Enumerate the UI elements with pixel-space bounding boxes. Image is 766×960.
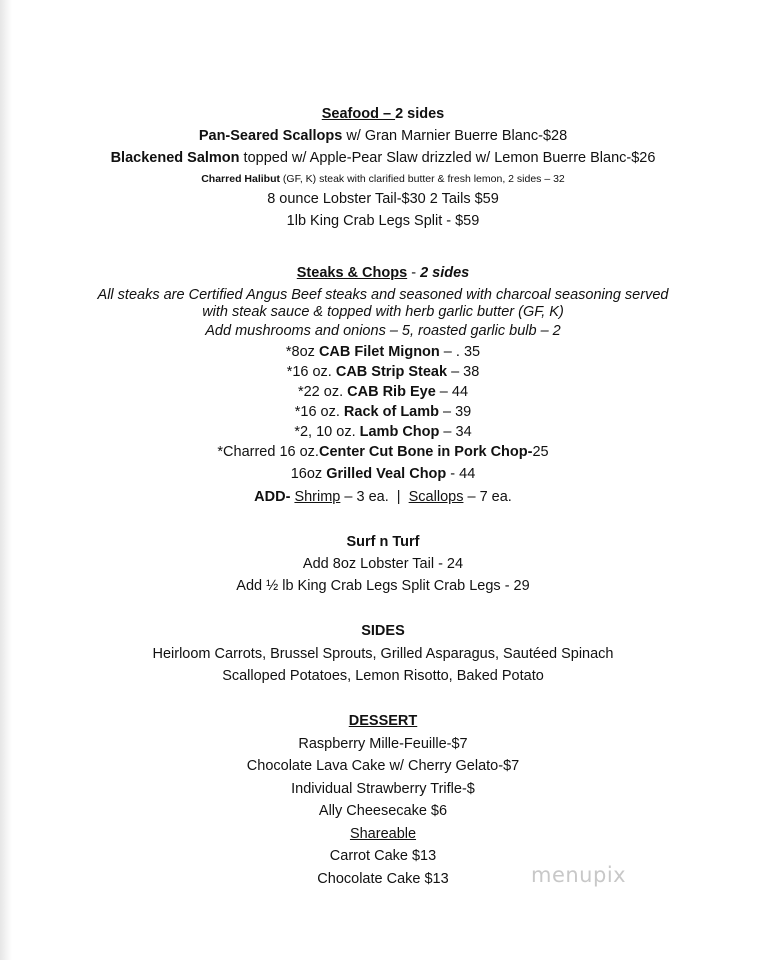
menu-item-filet bbox=[0, 343, 766, 361]
menu-item-salmon bbox=[0, 149, 766, 167]
steaks-add-ons bbox=[0, 488, 766, 506]
item-name: CAB Strip Steak bbox=[335, 364, 448, 380]
seafood-heading bbox=[0, 105, 766, 123]
item-name: Center Cut Bone in Pork Chop- bbox=[318, 444, 533, 460]
surf-turf-item-lobster: Add 8oz Lobster Tail - 24 bbox=[302, 556, 464, 572]
shareable-heading: Shareable bbox=[349, 826, 417, 842]
menupix-watermark: menupix bbox=[531, 863, 627, 887]
item-name: Pan-Seared Scallops bbox=[198, 128, 343, 144]
item-size: *8oz bbox=[285, 344, 319, 360]
add-scallops-price: – 7 ea. bbox=[463, 489, 512, 505]
item-size: *Charred 16 oz. bbox=[217, 444, 319, 460]
item-name: Lamb Chop bbox=[359, 424, 440, 440]
add-label: ADD- bbox=[254, 489, 295, 505]
menu-item-pork-chop bbox=[0, 443, 766, 461]
steaks-title-sides: 2 sides bbox=[420, 265, 470, 281]
menu-item-rack-of-lamb bbox=[0, 403, 766, 421]
item-name: Rack of Lamb bbox=[343, 404, 439, 420]
item-name: Blackened Salmon bbox=[110, 150, 240, 166]
dessert-item: Ally Cheesecake $6 bbox=[318, 803, 448, 819]
surf-turf-item-crab: Add ½ lb King Crab Legs Split Crab Legs - 29 bbox=[236, 578, 530, 594]
item-price: – 44 bbox=[435, 384, 469, 400]
item-price: - 44 bbox=[446, 466, 476, 482]
sides-line-2: Scalloped Potatoes, Lemon Risotto, Baked Potato bbox=[222, 668, 544, 684]
dessert-item: Raspberry Mille-Feuille-$7 bbox=[298, 736, 468, 752]
steaks-heading bbox=[0, 264, 766, 282]
steaks-note-3: Add mushrooms and onions – 5, roasted garlic bulb – 2 bbox=[205, 323, 561, 339]
item-price: – 34 bbox=[439, 424, 472, 440]
steaks-title: Steaks & Chops bbox=[296, 265, 408, 281]
menu-item-scallops bbox=[0, 127, 766, 145]
seafood-title-sides: 2 sides bbox=[395, 106, 445, 122]
menu-item-ribeye bbox=[0, 383, 766, 401]
menu-item-lamb-chop bbox=[0, 423, 766, 441]
item-price: 25 bbox=[532, 444, 549, 460]
dessert-item: Chocolate Lava Cake w/ Cherry Gelato-$7 bbox=[246, 758, 520, 774]
shareable-item: Carrot Cake $13 bbox=[329, 848, 437, 864]
item-name: CAB Filet Mignon bbox=[318, 344, 440, 360]
menu-item-halibut bbox=[0, 172, 766, 186]
add-shrimp: Shrimp bbox=[294, 489, 341, 505]
item-name: Charred Halibut bbox=[201, 173, 280, 185]
surf-turf-heading: Surf n Turf bbox=[346, 534, 420, 550]
dessert-item: Individual Strawberry Trifle-$ bbox=[291, 781, 475, 797]
steaks-note-2: with steak sauce & topped with herb garlic butter (GF, K) bbox=[202, 304, 564, 320]
item-price: – 38 bbox=[447, 364, 480, 380]
dessert-heading: DESSERT bbox=[348, 713, 418, 729]
steaks-title-sep: - bbox=[407, 265, 421, 281]
item-name: CAB Rib Eye bbox=[347, 384, 436, 400]
item-size: *2, 10 oz. bbox=[294, 424, 360, 440]
item-price: – 39 bbox=[439, 404, 472, 420]
item-desc: w/ Gran Marnier Buerre Blanc-$28 bbox=[342, 128, 568, 144]
menu-item-king-crab: 1lb King Crab Legs Split - $59 bbox=[286, 213, 480, 229]
item-size: *16 oz. bbox=[294, 404, 344, 420]
item-size: *22 oz. bbox=[297, 384, 348, 400]
menu-item-veal-chop bbox=[0, 465, 766, 483]
item-size: *16 oz. bbox=[286, 364, 336, 380]
seafood-title: Seafood – bbox=[321, 106, 396, 122]
menu-item-strip bbox=[0, 363, 766, 381]
sides-heading: SIDES bbox=[361, 623, 405, 639]
shareable-item: Chocolate Cake $13 bbox=[317, 871, 449, 887]
add-shrimp-price: – 3 ea. | bbox=[340, 489, 409, 505]
add-scallops: Scallops bbox=[408, 489, 464, 505]
steaks-note-1: All steaks are Certified Angus Beef steaks and seasoned with charcoal seasoning served bbox=[97, 287, 669, 303]
item-desc: (GF, K) steak with clarified butter & fresh lemon, 2 sides – 32 bbox=[279, 173, 565, 185]
item-desc: topped w/ Apple-Pear Slaw drizzled w/ Lemon Buerre Blanc-$26 bbox=[239, 150, 656, 166]
item-size: 16oz bbox=[290, 466, 327, 482]
sides-line-1: Heirloom Carrots, Brussel Sprouts, Grilled Asparagus, Sautéed Spinach bbox=[152, 646, 614, 662]
item-price: – . 35 bbox=[439, 344, 481, 360]
item-name: Grilled Veal Chop bbox=[326, 466, 447, 482]
menu-item-lobster: 8 ounce Lobster Tail-$30 2 Tails $59 bbox=[267, 191, 499, 207]
